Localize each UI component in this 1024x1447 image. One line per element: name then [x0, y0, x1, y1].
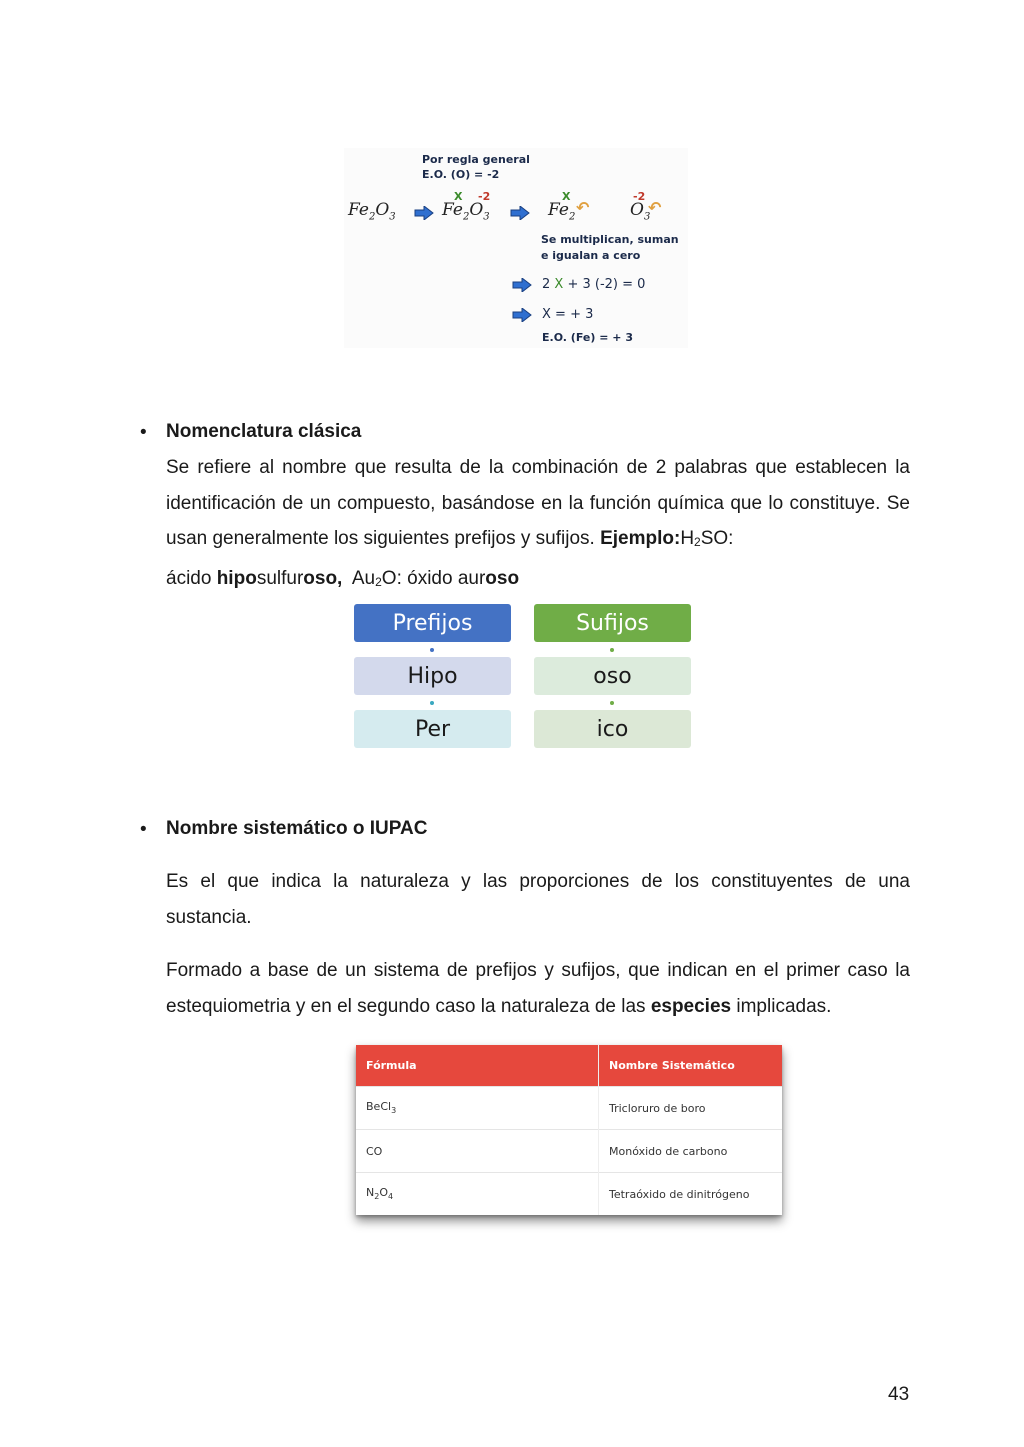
prefijo-item: Hipo	[354, 657, 511, 695]
column-header-formula: Fórmula	[356, 1045, 599, 1087]
connector-dot	[610, 648, 614, 652]
equation-2: X = + 3	[542, 307, 594, 322]
column-header-nombre: Nombre Sistemático	[599, 1045, 783, 1087]
right-arrow-icon	[512, 308, 532, 322]
table-row	[356, 1173, 782, 1216]
formula-fe2o3: $Fe_2O_3$	[348, 200, 396, 223]
name-cell: Monóxido de carbono	[599, 1130, 783, 1173]
mark-x: X	[454, 190, 463, 203]
section-title-iupac: Nombre sistemático o IUPAC	[166, 818, 428, 839]
mark-neg2: -2	[478, 190, 491, 203]
mark-neg2: -2	[633, 190, 646, 203]
formula-o3: $O_3$	[630, 200, 651, 223]
prefijo-item: Per	[354, 710, 511, 748]
formula-fe2: $Fe_2$	[548, 200, 576, 223]
multiply-note: Se multiplican, suman e igualan a cero	[541, 233, 679, 262]
formula-cell: $N_2O_4$	[356, 1173, 599, 1216]
iupac-table	[356, 1045, 782, 1215]
right-arrow-icon	[414, 206, 434, 220]
paragraph-iupac-2: Formado a base de un sistema de prefijos y sufijos, que indican en el primer caso la estequiometria y en el segundo caso la naturaleza de las especies implicadas.	[166, 960, 910, 1017]
sufijos-header: Sufijos	[534, 604, 691, 642]
oxidation-state-figure	[344, 148, 688, 348]
table-row	[356, 1130, 782, 1173]
general-rule: Por regla general E.O. (O) = -2	[422, 153, 530, 181]
connector-dot	[430, 701, 434, 705]
name-cell: Tricloruro de boro	[599, 1087, 783, 1130]
sufijo-item: oso	[534, 657, 691, 695]
sufijo-item: ico	[534, 710, 691, 748]
prefijos-header: Prefijos	[354, 604, 511, 642]
formula-fe2o3-marked: $Fe_2O_3$	[442, 200, 490, 223]
bullet: •	[140, 819, 147, 840]
mark-x: X	[562, 190, 571, 203]
curved-arrow-icon: ↶	[648, 198, 662, 217]
right-arrow-icon	[510, 206, 530, 220]
bullet: •	[140, 422, 147, 443]
page-number: 43	[888, 1384, 910, 1405]
result-eo: E.O. (Fe) = + 3	[542, 331, 633, 344]
table-header-row	[356, 1045, 782, 1087]
connector-dot	[610, 701, 614, 705]
curved-arrow-icon: ↶	[576, 198, 590, 217]
name-cell: Tetraóxido de dinitrógeno	[599, 1173, 783, 1216]
section-title-clasica: Nomenclatura clásica	[166, 421, 362, 442]
equation-1: 2 X + 3 (-2) = 0	[542, 277, 646, 292]
paragraph-iupac-1: Es el que indica la naturaleza y las proporciones de los constituyentes de una sustancia.	[166, 871, 910, 928]
paragraph-clasica: Se refiere al nombre que resulta de la combinación de 2 palabras que establecen la identificación de un compuesto, basándose en la función química que lo constituye. Se usan generalmente los siguientes prefijos y sufijos. $Ejemplo:H_2SO$: ácido hiposulfuroso, $Au_2O$: óxido auroso	[166, 457, 910, 589]
formula-cell: CO	[356, 1130, 599, 1173]
connector-dot	[430, 648, 434, 652]
prefix-suffix-diagram	[354, 604, 694, 754]
formula-cell: BeCl$_3$	[356, 1087, 599, 1130]
table-row	[356, 1087, 782, 1130]
right-arrow-icon	[512, 278, 532, 292]
